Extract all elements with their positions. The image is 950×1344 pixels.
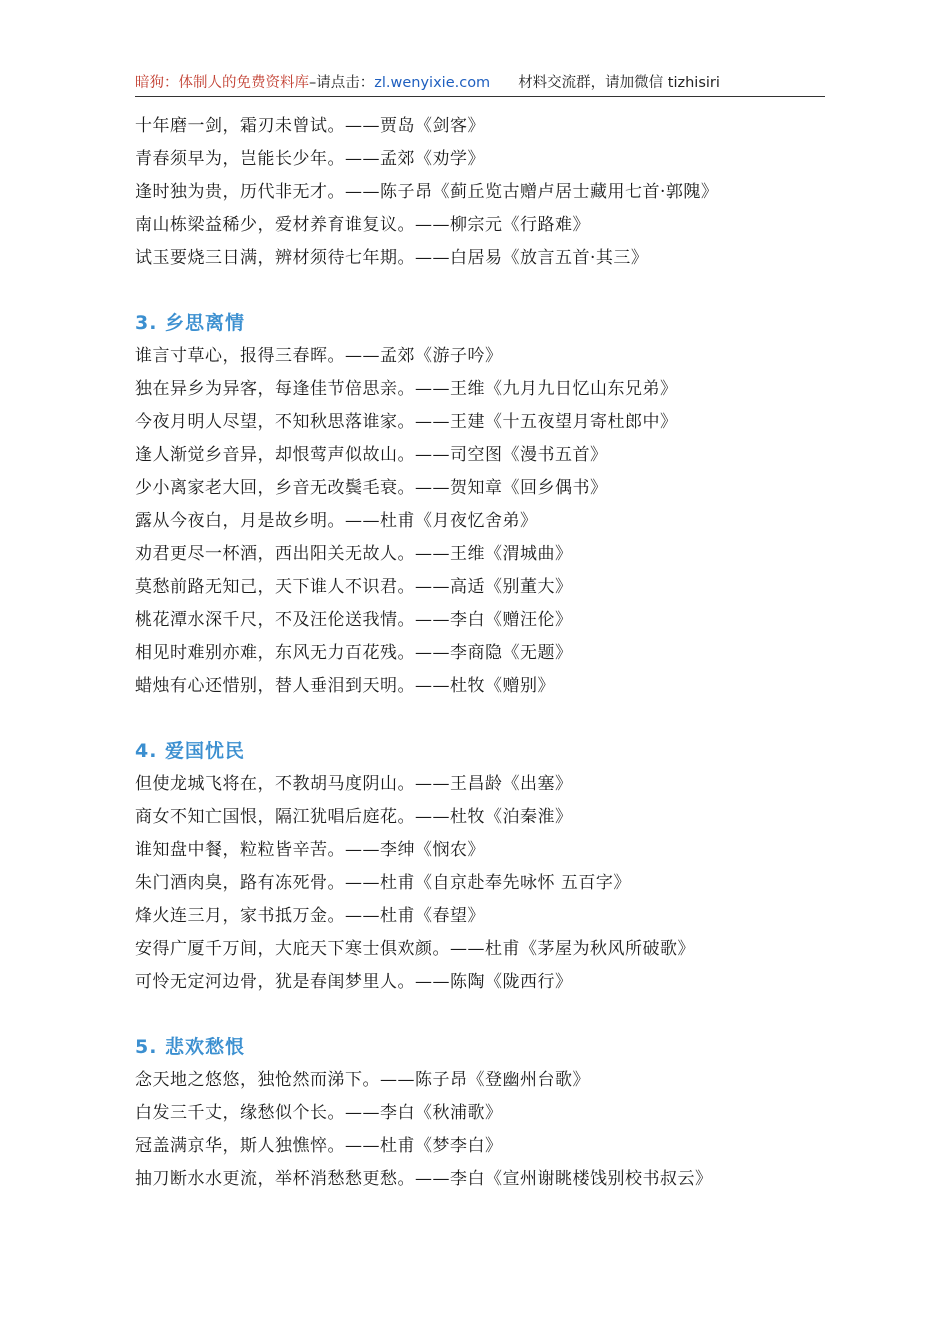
quote-line: 谁言寸草心，报得三春晖。——孟郊《游子吟》 <box>135 346 503 366</box>
section-title: 3. 乡思离情 <box>135 312 246 334</box>
quote-line: 蜡烛有心还惜别，替人垂泪到天明。——杜牧《赠别》 <box>135 676 555 696</box>
section-title: 4. 爱国忧民 <box>135 740 246 762</box>
header-click-prompt: –请点击： <box>309 75 375 91</box>
header-contact: 材料交流群，请加微信 tizhisiri <box>518 75 720 91</box>
quote-line: 抽刀断水水更流，举杯消愁愁更愁。——李白《宣州谢眺楼饯别校书叔云》 <box>135 1169 713 1189</box>
quote-line: 试玉要烧三日满，辨材须待七年期。——白居易《放言五首·其三》 <box>135 248 649 268</box>
quote-line: 商女不知亡国恨，隔江犹唱后庭花。——杜牧《泊秦淮》 <box>135 807 573 827</box>
section-homesick <box>135 307 835 703</box>
quote-line: 白发三千丈，缘愁似个长。——李白《秋浦歌》 <box>135 1103 503 1123</box>
quote-line: 相见时难别亦难，东风无力百花残。——李商隐《无题》 <box>135 643 573 663</box>
quote-line: 谁知盘中餐，粒粒皆辛苦。——李绅《悯农》 <box>135 840 485 860</box>
quote-line: 可怜无定河边骨，犹是春闺梦里人。——陈陶《陇西行》 <box>135 972 573 992</box>
quote-line: 十年磨一剑，霜刃未曾试。——贾岛《剑客》 <box>135 116 485 136</box>
section-patriotism <box>135 735 835 999</box>
quote-line: 露从今夜白，月是故乡明。——杜甫《月夜忆舍弟》 <box>135 511 538 531</box>
header-brand: 暗狗：体制人的免费资料库 <box>135 75 309 91</box>
quote-line: 南山栋梁益稀少，爱材养育谁复议。——柳宗元《行路难》 <box>135 215 590 235</box>
section-sorrow <box>135 1031 835 1196</box>
page-header <box>135 72 825 97</box>
quote-line: 但使龙城飞将在，不教胡马度阴山。——王昌龄《出塞》 <box>135 774 573 794</box>
quote-line: 念天地之悠悠，独怆然而涕下。——陈子昂《登幽州台歌》 <box>135 1070 590 1090</box>
quote-line: 青春须早为，岂能长少年。——孟郊《劝学》 <box>135 149 485 169</box>
quote-line: 烽火连三月，家书抵万金。——杜甫《春望》 <box>135 906 485 926</box>
header-link[interactable]: zl.wenyixie.com <box>374 75 491 91</box>
quote-line: 莫愁前路无知己，天下谁人不识君。——高适《别董大》 <box>135 577 573 597</box>
quote-line: 逢人渐觉乡音异，却恨莺声似故山。——司空图《漫书五首》 <box>135 445 608 465</box>
section-title: 5. 悲欢愁恨 <box>135 1036 246 1058</box>
document-body <box>135 110 835 1196</box>
quote-line: 今夜月明人尽望，不知秋思落谁家。——王建《十五夜望月寄杜郎中》 <box>135 412 678 432</box>
quote-line: 少小离家老大回，乡音无改鬓毛衰。——贺知章《回乡偶书》 <box>135 478 608 498</box>
intro-quotes <box>135 110 835 275</box>
quote-line: 独在异乡为异客，每逢佳节倍思亲。——王维《九月九日忆山东兄弟》 <box>135 379 678 399</box>
quote-line: 安得广厦千万间，大庇天下寒士俱欢颜。——杜甫《茅屋为秋风所破歌》 <box>135 939 695 959</box>
quote-line: 劝君更尽一杯酒，西出阳关无故人。——王维《渭城曲》 <box>135 544 573 564</box>
quote-line: 桃花潭水深千尺，不及汪伦送我情。——李白《赠汪伦》 <box>135 610 573 630</box>
quote-line: 朱门酒肉臭，路有冻死骨。——杜甫《自京赴奉先咏怀 五百字》 <box>135 873 631 893</box>
quote-line: 逢时独为贵，历代非无才。——陈子昂《蓟丘览古赠卢居士藏用七首·郭隗》 <box>135 182 719 202</box>
quote-line: 冠盖满京华，斯人独憔悴。——杜甫《梦李白》 <box>135 1136 503 1156</box>
